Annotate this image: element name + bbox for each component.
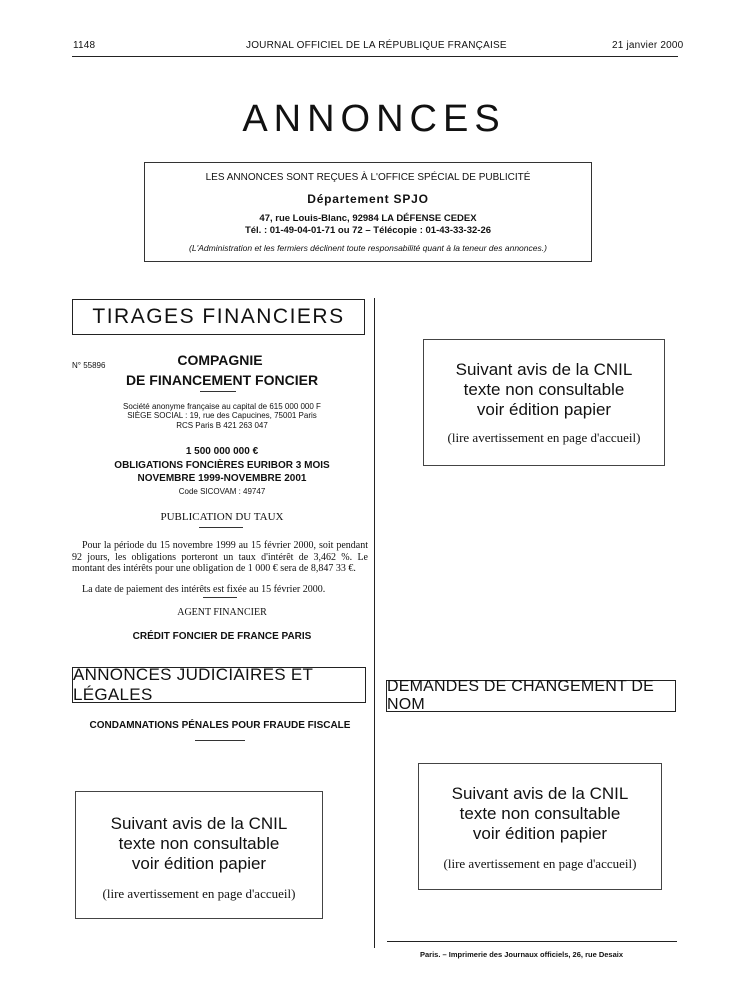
section-title-demandes: [386, 680, 676, 712]
company-name-line1: COMPAGNIE: [177, 352, 263, 368]
section-title-demandes-label: DEMANDES DE CHANGEMENT DE NOM: [387, 678, 654, 713]
bond-code: Code SICOVAM : 49747: [178, 487, 266, 496]
announcement-number: N° 55896: [72, 361, 106, 370]
company-name-line2: DE FINANCEMENT FONCIER: [125, 372, 319, 388]
cnil-line3: voir édition papier: [131, 854, 267, 873]
section-title-judiciaires: [72, 667, 366, 703]
separator: [203, 597, 237, 598]
separator: [195, 740, 245, 741]
section-title-tirages-label: TIRAGES FINANCIERS: [92, 305, 345, 328]
bond-type: OBLIGATIONS FONCIÈRES EURIBOR 3 MOIS: [114, 460, 330, 471]
footer-rule: [387, 941, 677, 942]
notice-line1: LES ANNONCES SONT REÇUES À L'OFFICE SPÉCIAL DE PUBLICITÉ: [205, 172, 531, 183]
separator: [200, 391, 236, 392]
cnil-box-right-top: [423, 339, 665, 466]
company-info3: RCS Paris B 421 263 047: [176, 421, 268, 430]
section-title-judiciaires-label: ANNONCES JUDICIAIRES ET LÉGALES: [73, 665, 313, 704]
notice-address: 47, rue Louis-Blanc, 92984 LA DÉFENSE CEDEX: [259, 213, 477, 224]
journal-title: JOURNAL OFFICIEL DE LA RÉPUBLIQUE FRANÇAISE: [246, 40, 507, 51]
cnil-line2: texte non consultable: [118, 834, 280, 853]
notice-department: Département SPJO: [307, 192, 429, 206]
cnil-line1: Suivant avis de la CNIL: [451, 784, 629, 803]
page-title: ANNONCES: [242, 98, 506, 140]
payment-date: La date de paiement des intérêts est fixée au 15 février 2000.: [82, 584, 326, 595]
cnil-box-right-bottom: [418, 763, 662, 890]
agent-bank: CRÉDIT FONCIER DE FRANCE PARIS: [132, 631, 312, 642]
company-info1: Société anonyme française au capital de 615 000 000 F: [123, 402, 321, 411]
cnil-note: (lire avertissement en page d'accueil): [102, 886, 296, 901]
cnil-note: (lire avertissement en page d'accueil): [443, 856, 637, 871]
printer-footer: Paris. – Imprimerie des Journaux officiels, 26, rue Desaix: [420, 950, 624, 959]
cnil-line3: voir édition papier: [476, 400, 612, 419]
cnil-line2: texte non consultable: [459, 804, 621, 823]
issue-date: 21 janvier 2000: [612, 40, 684, 51]
rate-paragraph: Pour la période du 15 novembre 1999 au 15 février 2000, soit pendant 92 jours, les obligations porteront un taux d'intérêt de 3,462 %. Le montant des intérêts pour une obligation de 1 000 € sera de 8,847 33 €.: [72, 540, 368, 574]
notice-disclaimer: (L'Administration et les fermiers déclinent toute responsabilité quant à la teneur des annonces.): [189, 243, 547, 253]
company-info2: SIÈGE SOCIAL : 19, rue des Capucines, 75001 Paris: [127, 411, 317, 420]
section-title-tirages: [72, 299, 365, 335]
page-number: 1148: [73, 40, 96, 51]
bond-period: NOVEMBRE 1999-NOVEMBRE 2001: [137, 473, 307, 484]
header-rule: [72, 56, 678, 57]
notice-phone: Tél. : 01-49-04-01-71 ou 72 – Télécopie : 01-43-33-32-26: [244, 225, 492, 236]
cnil-line2: texte non consultable: [463, 380, 625, 399]
notice-box: [144, 162, 592, 262]
separator: [199, 527, 243, 528]
cnil-note: (lire avertissement en page d'accueil): [447, 430, 641, 445]
cnil-box-left: [75, 791, 323, 919]
judiciaires-subtitle: CONDAMNATIONS PÉNALES POUR FRAUDE FISCALE: [89, 720, 351, 731]
cnil-line3: voir édition papier: [472, 824, 608, 843]
cnil-line1: Suivant avis de la CNIL: [110, 814, 288, 833]
cnil-line1: Suivant avis de la CNIL: [455, 360, 633, 379]
bond-amount: 1 500 000 000 €: [185, 446, 259, 457]
publication-heading: PUBLICATION DU TAUX: [160, 511, 284, 523]
agent-label: AGENT FINANCIER: [177, 607, 267, 618]
column-divider: [374, 298, 375, 948]
